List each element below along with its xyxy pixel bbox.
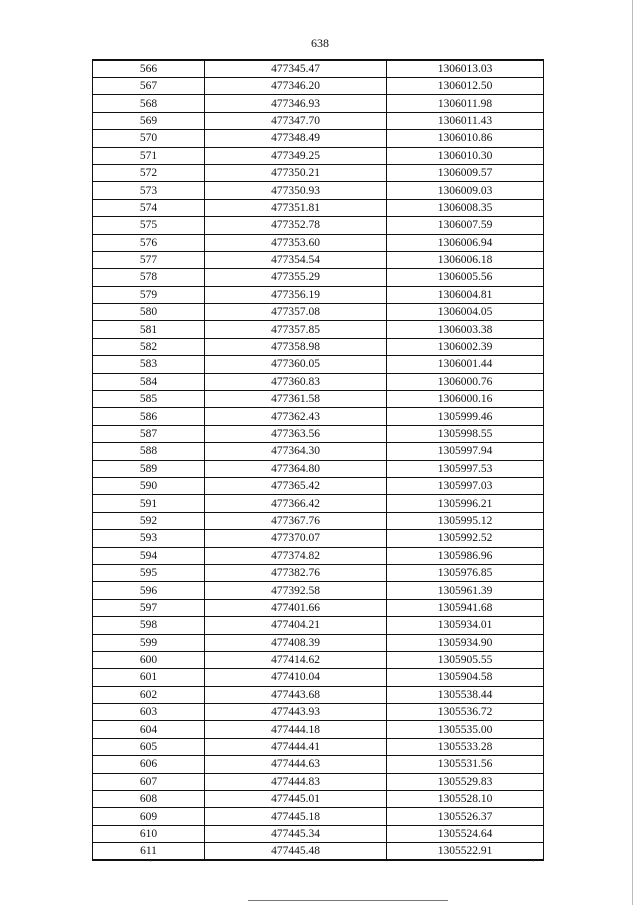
- table-row: [93, 599, 544, 616]
- x-coordinate-cell: 477444.63: [205, 756, 387, 773]
- table-row: [93, 112, 544, 129]
- table-row: [93, 791, 544, 808]
- table-row: [93, 408, 544, 425]
- y-coordinate-cell: 1305522.91: [387, 843, 544, 861]
- y-coordinate-cell: 1305904.58: [387, 669, 544, 686]
- y-coordinate-cell: 1306010.86: [387, 130, 544, 147]
- x-coordinate-cell: 477353.60: [205, 234, 387, 251]
- point-number-cell: 586: [93, 408, 205, 425]
- y-coordinate-cell: 1306000.16: [387, 391, 544, 408]
- y-coordinate-cell: 1306009.57: [387, 164, 544, 181]
- table-row: [93, 825, 544, 842]
- y-coordinate-cell: 1306004.05: [387, 304, 544, 321]
- point-number-cell: 592: [93, 512, 205, 529]
- y-coordinate-cell: 1305997.53: [387, 460, 544, 477]
- x-coordinate-cell: 477410.04: [205, 669, 387, 686]
- x-coordinate-cell: 477362.43: [205, 408, 387, 425]
- table-row: [93, 738, 544, 755]
- table-row: [93, 721, 544, 738]
- point-number-cell: 606: [93, 756, 205, 773]
- x-coordinate-cell: 477392.58: [205, 582, 387, 599]
- table-row: [93, 321, 544, 338]
- table-row: [93, 547, 544, 564]
- point-number-cell: 569: [93, 112, 205, 129]
- y-coordinate-cell: 1305536.72: [387, 704, 544, 721]
- x-coordinate-cell: 477357.85: [205, 321, 387, 338]
- table-row: [93, 617, 544, 634]
- y-coordinate-cell: 1305934.01: [387, 617, 544, 634]
- table-row: [93, 686, 544, 703]
- point-number-cell: 594: [93, 547, 205, 564]
- table-row: [93, 773, 544, 790]
- x-coordinate-cell: 477346.93: [205, 95, 387, 112]
- y-coordinate-cell: 1305535.00: [387, 721, 544, 738]
- x-coordinate-cell: 477351.81: [205, 199, 387, 216]
- point-number-cell: 578: [93, 269, 205, 286]
- point-number-cell: 572: [93, 164, 205, 181]
- table-row: [93, 356, 544, 373]
- y-coordinate-cell: 1306001.44: [387, 356, 544, 373]
- table-row: [93, 286, 544, 303]
- point-number-cell: 579: [93, 286, 205, 303]
- point-number-cell: 570: [93, 130, 205, 147]
- y-coordinate-cell: 1306005.56: [387, 269, 544, 286]
- point-number-cell: 585: [93, 391, 205, 408]
- table-row: [93, 60, 544, 78]
- point-number-cell: 568: [93, 95, 205, 112]
- x-coordinate-cell: 477445.18: [205, 808, 387, 825]
- table-row: [93, 564, 544, 581]
- x-coordinate-cell: 477443.68: [205, 686, 387, 703]
- table-row: [93, 808, 544, 825]
- point-number-cell: 610: [93, 825, 205, 842]
- point-number-cell: 582: [93, 338, 205, 355]
- y-coordinate-cell: 1305997.94: [387, 443, 544, 460]
- y-coordinate-cell: 1306011.98: [387, 95, 544, 112]
- point-number-cell: 571: [93, 147, 205, 164]
- table-row: [93, 843, 544, 861]
- table-row: [93, 460, 544, 477]
- y-coordinate-cell: 1305961.39: [387, 582, 544, 599]
- point-number-cell: 609: [93, 808, 205, 825]
- page-edge-line: [632, 0, 633, 905]
- y-coordinate-cell: 1306004.81: [387, 286, 544, 303]
- x-coordinate-cell: 477360.05: [205, 356, 387, 373]
- x-coordinate-cell: 477401.66: [205, 599, 387, 616]
- point-number-cell: 575: [93, 217, 205, 234]
- y-coordinate-cell: 1306008.35: [387, 199, 544, 216]
- y-coordinate-cell: 1305934.90: [387, 634, 544, 651]
- x-coordinate-cell: 477444.41: [205, 738, 387, 755]
- y-coordinate-cell: 1306003.38: [387, 321, 544, 338]
- y-coordinate-cell: 1305538.44: [387, 686, 544, 703]
- point-number-cell: 566: [93, 60, 205, 78]
- x-coordinate-cell: 477408.39: [205, 634, 387, 651]
- x-coordinate-cell: 477350.93: [205, 182, 387, 199]
- y-coordinate-cell: 1305528.10: [387, 791, 544, 808]
- point-number-cell: 589: [93, 460, 205, 477]
- x-coordinate-cell: 477444.18: [205, 721, 387, 738]
- table-row: [93, 530, 544, 547]
- y-coordinate-cell: 1305529.83: [387, 773, 544, 790]
- coordinates-table: [92, 59, 544, 861]
- point-number-cell: 590: [93, 477, 205, 494]
- y-coordinate-cell: 1305986.96: [387, 547, 544, 564]
- y-coordinate-cell: 1305531.56: [387, 756, 544, 773]
- table-row: [93, 477, 544, 494]
- table-row: [93, 147, 544, 164]
- y-coordinate-cell: 1305998.55: [387, 425, 544, 442]
- table-row: [93, 756, 544, 773]
- table-row: [93, 217, 544, 234]
- scan-speck-mark: ·: [532, 856, 535, 866]
- x-coordinate-cell: 477445.01: [205, 791, 387, 808]
- y-coordinate-cell: 1306012.50: [387, 78, 544, 95]
- table-row: [93, 130, 544, 147]
- x-coordinate-cell: 477414.62: [205, 651, 387, 668]
- point-number-cell: 603: [93, 704, 205, 721]
- table-row: [93, 495, 544, 512]
- table-row: [93, 251, 544, 268]
- table-row: [93, 182, 544, 199]
- x-coordinate-cell: 477365.42: [205, 477, 387, 494]
- y-coordinate-cell: 1305995.12: [387, 512, 544, 529]
- point-number-cell: 604: [93, 721, 205, 738]
- point-number-cell: 593: [93, 530, 205, 547]
- x-coordinate-cell: 477443.93: [205, 704, 387, 721]
- scan-speck-mark: ·: [149, 856, 152, 866]
- point-number-cell: 587: [93, 425, 205, 442]
- x-coordinate-cell: 477355.29: [205, 269, 387, 286]
- x-coordinate-cell: 477349.25: [205, 147, 387, 164]
- point-number-cell: 588: [93, 443, 205, 460]
- table-row: [93, 634, 544, 651]
- x-coordinate-cell: 477370.07: [205, 530, 387, 547]
- x-coordinate-cell: 477352.78: [205, 217, 387, 234]
- point-number-cell: 580: [93, 304, 205, 321]
- y-coordinate-cell: 1305992.52: [387, 530, 544, 547]
- y-coordinate-cell: 1305524.64: [387, 825, 544, 842]
- table-row: [93, 651, 544, 668]
- x-coordinate-cell: 477367.76: [205, 512, 387, 529]
- x-coordinate-cell: 477356.19: [205, 286, 387, 303]
- point-number-cell: 607: [93, 773, 205, 790]
- table-row: [93, 704, 544, 721]
- y-coordinate-cell: 1305941.68: [387, 599, 544, 616]
- x-coordinate-cell: 477363.56: [205, 425, 387, 442]
- point-number-cell: 611: [93, 843, 205, 861]
- bottom-scan-line: [248, 900, 448, 901]
- x-coordinate-cell: 477382.76: [205, 564, 387, 581]
- point-number-cell: 596: [93, 582, 205, 599]
- table-row: [93, 269, 544, 286]
- table-row: [93, 425, 544, 442]
- y-coordinate-cell: 1306010.30: [387, 147, 544, 164]
- x-coordinate-cell: 477445.34: [205, 825, 387, 842]
- y-coordinate-cell: 1305997.03: [387, 477, 544, 494]
- table-row: [93, 373, 544, 390]
- y-coordinate-cell: 1305996.21: [387, 495, 544, 512]
- y-coordinate-cell: 1305526.37: [387, 808, 544, 825]
- point-number-cell: 576: [93, 234, 205, 251]
- x-coordinate-cell: 477347.70: [205, 112, 387, 129]
- x-coordinate-cell: 477445.48: [205, 843, 387, 861]
- table-row: [93, 391, 544, 408]
- point-number-cell: 567: [93, 78, 205, 95]
- y-coordinate-cell: 1306011.43: [387, 112, 544, 129]
- table-row: [93, 443, 544, 460]
- table-row: [93, 338, 544, 355]
- page-number: 638: [311, 36, 329, 50]
- y-coordinate-cell: 1305533.28: [387, 738, 544, 755]
- table-row: [93, 78, 544, 95]
- y-coordinate-cell: 1306002.39: [387, 338, 544, 355]
- coordinates-table-body: [93, 60, 544, 860]
- x-coordinate-cell: 477364.30: [205, 443, 387, 460]
- x-coordinate-cell: 477444.83: [205, 773, 387, 790]
- x-coordinate-cell: 477404.21: [205, 617, 387, 634]
- y-coordinate-cell: 1305976.85: [387, 564, 544, 581]
- point-number-cell: 581: [93, 321, 205, 338]
- y-coordinate-cell: 1306000.76: [387, 373, 544, 390]
- x-coordinate-cell: 477350.21: [205, 164, 387, 181]
- table-row: [93, 669, 544, 686]
- y-coordinate-cell: 1306009.03: [387, 182, 544, 199]
- y-coordinate-cell: 1306006.18: [387, 251, 544, 268]
- table-row: [93, 234, 544, 251]
- x-coordinate-cell: 477364.80: [205, 460, 387, 477]
- x-coordinate-cell: 477345.47: [205, 60, 387, 78]
- table-row: [93, 199, 544, 216]
- point-number-cell: 591: [93, 495, 205, 512]
- x-coordinate-cell: 477361.58: [205, 391, 387, 408]
- x-coordinate-cell: 477360.83: [205, 373, 387, 390]
- table-row: [93, 164, 544, 181]
- point-number-cell: 583: [93, 356, 205, 373]
- x-coordinate-cell: 477346.20: [205, 78, 387, 95]
- y-coordinate-cell: 1306013.03: [387, 60, 544, 78]
- point-number-cell: 597: [93, 599, 205, 616]
- point-number-cell: 600: [93, 651, 205, 668]
- table-row: [93, 582, 544, 599]
- point-number-cell: 602: [93, 686, 205, 703]
- x-coordinate-cell: 477348.49: [205, 130, 387, 147]
- point-number-cell: 608: [93, 791, 205, 808]
- point-number-cell: 573: [93, 182, 205, 199]
- table-row: [93, 95, 544, 112]
- x-coordinate-cell: 477374.82: [205, 547, 387, 564]
- table-row: [93, 512, 544, 529]
- point-number-cell: 599: [93, 634, 205, 651]
- y-coordinate-cell: 1306007.59: [387, 217, 544, 234]
- x-coordinate-cell: 477357.08: [205, 304, 387, 321]
- y-coordinate-cell: 1306006.94: [387, 234, 544, 251]
- y-coordinate-cell: 1305905.55: [387, 651, 544, 668]
- point-number-cell: 605: [93, 738, 205, 755]
- y-coordinate-cell: 1305999.46: [387, 408, 544, 425]
- point-number-cell: 601: [93, 669, 205, 686]
- point-number-cell: 574: [93, 199, 205, 216]
- point-number-cell: 595: [93, 564, 205, 581]
- point-number-cell: 577: [93, 251, 205, 268]
- table-row: [93, 304, 544, 321]
- point-number-cell: 584: [93, 373, 205, 390]
- x-coordinate-cell: 477358.98: [205, 338, 387, 355]
- x-coordinate-cell: 477366.42: [205, 495, 387, 512]
- point-number-cell: 598: [93, 617, 205, 634]
- x-coordinate-cell: 477354.54: [205, 251, 387, 268]
